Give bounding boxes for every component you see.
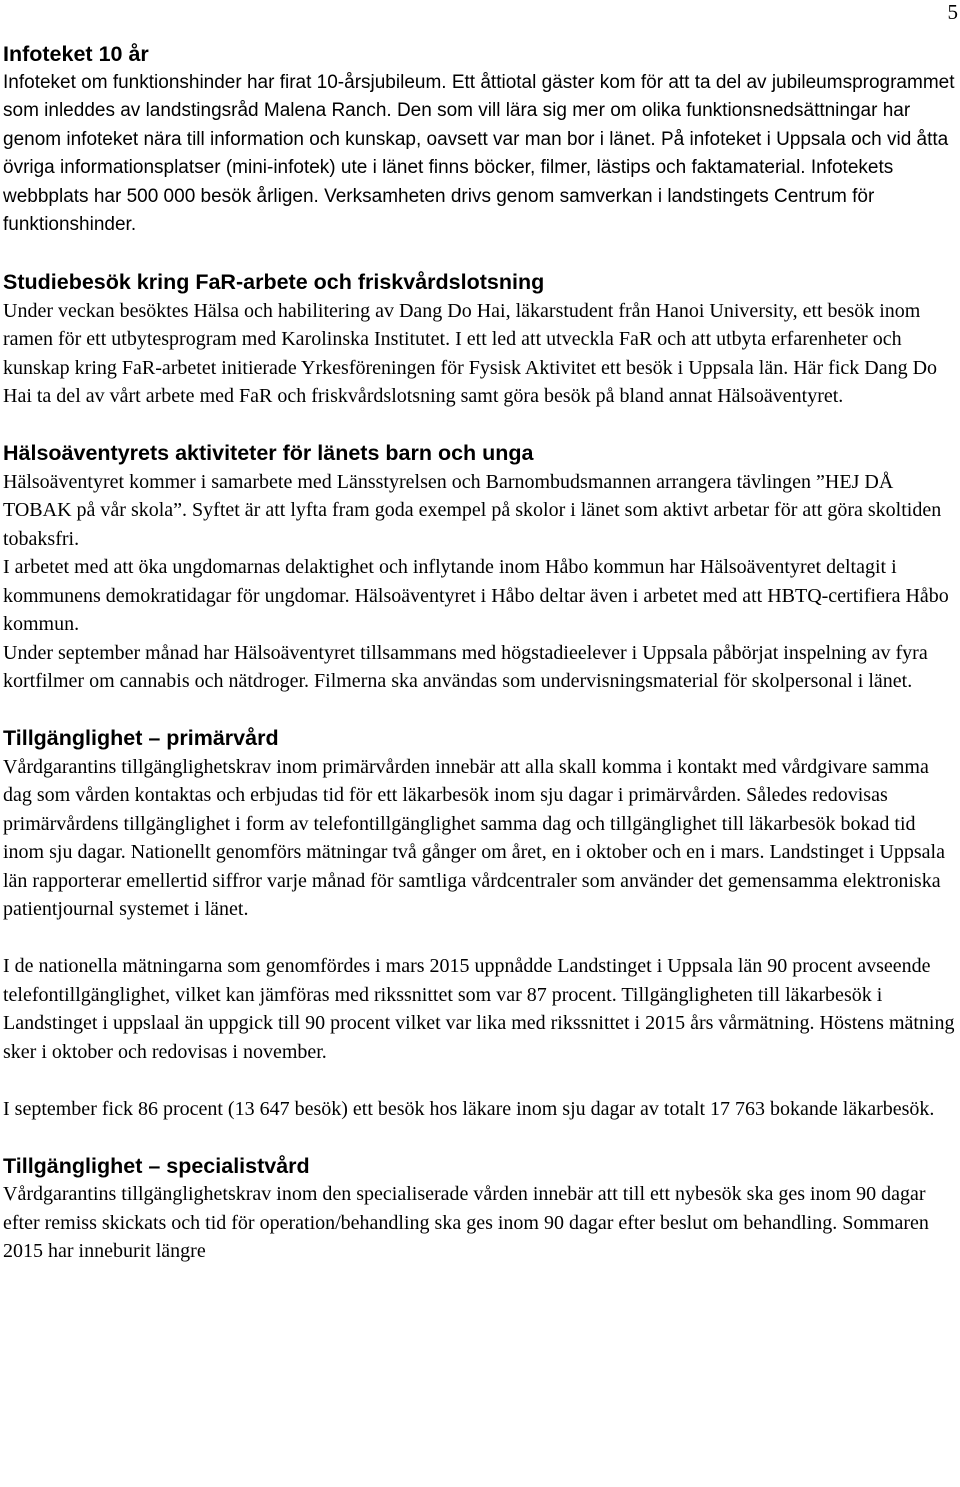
section-paragraph: Vårdgarantins tillgänglighetskrav inom den specialiserade vården innebär att till ett nybesök ska ges inom 90 dagar efter remiss skickats och tid för operation/behandling ska ges inom 90 dagar efter beslut om behandling. Sommaren 2015 har inneburit längre — [3, 1183, 929, 1262]
section-paragraph: Vårdgarantins tillgänglighetskrav inom primärvården innebär att alla skall komma i kontakt med vårdgivare samma dag som vården kontaktas och erbjudas tid för ett läkarbesök inom sju dagar i primärvården. Således redovisas primärvårdens tillgänglighet i form av telefontillgänglighet samma dag och tillgänglighet till läkarbesök bokad tid inom sju dagar. Nationellt genomförs mätningar två gånger om året, en i oktober och en i mars. Landstinget i Uppsala län rapporterar emellertid siffror varje månad för samtliga vårdcentraler som använder det gemensamma elektroniska patientjournal systemet i länet. — [3, 755, 945, 920]
section-studiebesok — [3, 268, 957, 411]
section-heading: Infoteket 10 år — [3, 42, 149, 66]
spacer — [3, 924, 957, 953]
section-paragraph: Infoteket om funktionshinder har firat 10-årsjubileum. Ett åttiotal gäster kom för att ta del av jubileumsprogrammet som inleddes av landstingsråd Malena Ranch. Den som vill lära sig mer om olika funktionsnedsättningar har genom infoteket nära till information och kunskap, oavsett var man bor i länet. På infoteket i Uppsala och vid åtta övriga informationsplatser (mini-infotek) ute i länet finns böcker, filmer, lästips och faktamaterial. Infotekets webbplats har 500 000 besök årligen. Verksamheten drivs genom samverkan i landstingets Centrum för funktionshinder. — [3, 71, 955, 235]
spacer — [3, 411, 957, 440]
section-heading: Tillgänglighet – primärvård — [3, 726, 279, 750]
section-paragraph: Under veckan besöktes Hälsa och habilitering av Dang Do Hai, läkarstudent från Hanoi University, ett besök inom ramen för ett utbytesprogram med Karolinska Institutet. I ett led att utveckla FaR och att utbyta erfarenheter och kunskap kring FaR-arbetet initierade Yrkesföreningen för Fysisk Aktivitet ett besök i Uppsala län. Här fick Dang Do Hai ta del av vårt arbete med FaR och friskvårdslotsning samt göra besök på bland annat Hälsoäventyret. — [3, 299, 938, 407]
section-heading: Studiebesök kring FaR-arbete och friskvårdslotsning — [3, 270, 545, 294]
section-paragraph: I september fick 86 procent (13 647 besök) ett besök hos läkare inom sju dagar av totalt 17 763 bokande läkarbesök. — [3, 1097, 935, 1120]
section-halsoaventyret — [3, 439, 957, 696]
section-paragraph: Hälsoäventyret kommer i samarbete med Länsstyrelsen och Barnombudsmannen arrangera tävlingen ”HEJ DÅ TOBAK på vår skola”. Syftet är att lyfta fram goda exempel på skolor i länet som aktivt arbetar för att göra skoltiden tobaksfri. — [3, 470, 942, 550]
spacer — [3, 240, 957, 269]
section-heading: Hälsoäventyrets aktiviteter för länets barn och unga — [3, 441, 534, 465]
document-body — [3, 40, 957, 1266]
section-primarvard — [3, 724, 957, 1123]
section-specialistvard — [3, 1152, 957, 1266]
spacer — [3, 1123, 957, 1152]
spacer — [3, 696, 957, 725]
section-paragraph: I de nationella mätningarna som genomfördes i mars 2015 uppnådde Landstinget i Uppsala län 90 procent avseende telefontillgänglighet, vilket kan jämföras med rikssnittet som var 87 procent. Tillgängligheten till läkarbesök i Landstinget i uppslaal än uppgick till 90 procent vilket var lika med rikssnittet i 2015 års vårmätning. Höstens mätning sker i oktober och redovisas i november. — [3, 955, 955, 1063]
spacer — [3, 1066, 957, 1095]
page-number: 5 — [947, 0, 958, 24]
section-paragraph: I arbetet med att öka ungdomarnas delaktighet och inflytande inom Håbo kommun har Hälsoäventyret deltagit i kommunens demokratidagar för ungdomar. Hälsoäventyret i Håbo deltar även i arbetet med att HBTQ-certifiera Håbo kommun. — [3, 556, 949, 635]
section-heading: Tillgänglighet – specialistvård — [3, 1153, 310, 1178]
section-infoteket — [3, 40, 957, 240]
section-paragraph: Under september månad har Hälsoäventyret tillsammans med högstadieelever i Uppsala påbörjat inspelning av fyra kortfilmer om cannabis och nätdroger. Filmerna ska användas som undervisningsmaterial för skolpersonal i länet. — [3, 641, 928, 692]
